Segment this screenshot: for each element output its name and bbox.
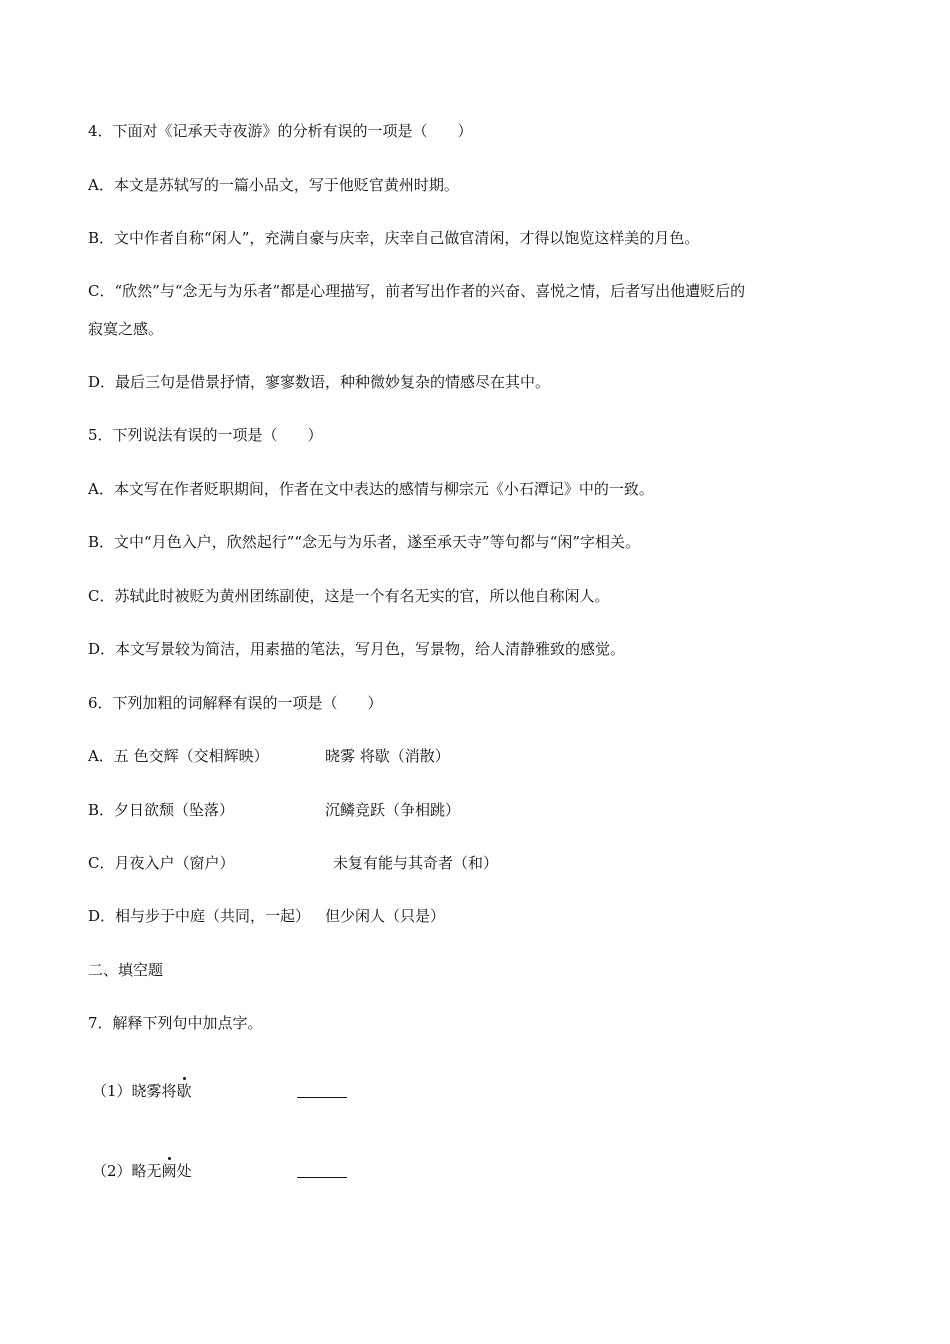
q7-item-2-answer-blank[interactable] xyxy=(297,1177,347,1178)
q6-option-b-left: B．夕日欲颓（坠落） xyxy=(88,801,235,819)
q5-option-b: B．文中“月色入户，欣然起行”“念无与为乐者，遂至承天寺”等句都与“闲”字相关。 xyxy=(88,533,641,551)
q5-option-c: C．苏轼此时被贬为黄州团练副使，这是一个有名无实的官，所以他自称闲人。 xyxy=(88,587,610,605)
q6-option-c-left: C．月夜入户（窗户） xyxy=(88,854,235,872)
q7-item-1 xyxy=(92,1081,192,1101)
q7-item-1-text: （1）晓雾将 xyxy=(92,1082,177,1100)
q7-item-1-dotted-char: 歇 xyxy=(176,1082,192,1100)
q6-option-d-left: D．相与步于中庭（共同，一起） xyxy=(88,907,311,925)
q6-option-d-right: 但少闲人（只是） xyxy=(325,907,446,925)
q4-option-a: A．本文是苏轼写的一篇小品文，写于他贬官黄州时期。 xyxy=(88,176,459,194)
section-title: 二、填空题 xyxy=(88,961,164,979)
q7-item-2-text: （2）略无 xyxy=(92,1162,162,1180)
q4-stem: 4．下面对《记承天寺夜游》的分析有误的一项是（ ） xyxy=(88,122,473,140)
q5-option-d: D．本文写景较为简洁，用素描的笔法，写月色，写景物，给人清静雅致的感觉。 xyxy=(88,640,626,658)
q6-stem: 6．下列加粗的词解释有误的一项是（ ） xyxy=(88,694,383,712)
q4-option-c: C．“欣然”与“念无与为乐者”都是心理描写，前者写出作者的兴奋、喜悦之情，后者写出他遭贬后的 xyxy=(88,282,746,300)
q6-option-a-right: 晓雾 将歇（消散） xyxy=(325,747,450,765)
q4-option-c-continued: 寂寞之感。 xyxy=(88,320,164,338)
q6-option-a-left: A．五 色交辉（交相辉映） xyxy=(88,747,269,765)
q7-item-2 xyxy=(92,1161,192,1181)
q7-item-2-suffix: 处 xyxy=(176,1162,192,1180)
q7-item-1-answer-blank[interactable] xyxy=(297,1097,347,1098)
q7-item-2-dotted-char: 阙 xyxy=(161,1162,177,1180)
q6-option-c-right: 未复有能与其奇者（和） xyxy=(333,854,499,872)
q4-option-b: B．文中作者自称“闲人”，充满自豪与庆幸，庆幸自己做官清闲，才得以饱览这样美的月色。 xyxy=(88,229,700,247)
q5-option-a: A．本文写在作者贬职期间，作者在文中表达的感情与柳宗元《小石潭记》中的一致。 xyxy=(88,480,654,498)
q4-option-d: D．最后三句是借景抒情，寥寥数语，种种微妙复杂的情感尽在其中。 xyxy=(88,373,551,391)
q6-option-b-right: 沉鳞竞跃（争相跳） xyxy=(325,801,461,819)
q7-stem: 7．解释下列句中加点字。 xyxy=(88,1014,263,1032)
q5-stem: 5．下列说法有误的一项是（ ） xyxy=(88,426,323,444)
